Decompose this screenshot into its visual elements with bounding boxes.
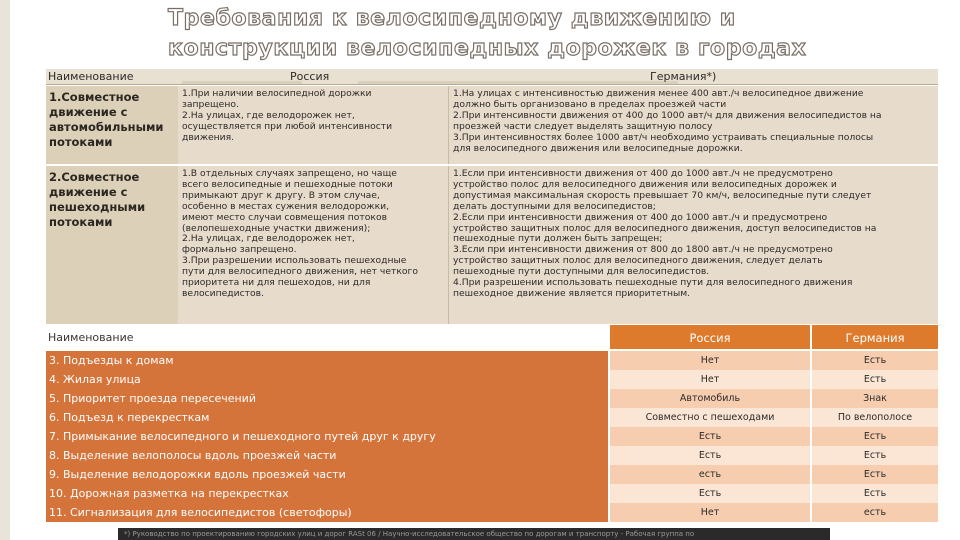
row-russia-value: Есть (610, 484, 810, 503)
row-germany-value: Есть (812, 351, 938, 370)
text-line: устройство защитных полос для велосипедного движения, доступ велосипедистов на (453, 222, 877, 234)
row-name: 9. Выделение велодорожки вдоль проезжей части (46, 465, 608, 484)
row-name: 8. Выделение велополосы вдоль проезжей части (46, 446, 608, 465)
row-name: 3. Подъезды к домам (46, 351, 608, 370)
row-germany-value: Есть (812, 484, 938, 503)
upper-row-2 (46, 166, 938, 324)
text-line: пешеходные пути доступными для велосипедистов. (453, 266, 710, 278)
row-name: 6. Подъезд к перекресткам (46, 408, 608, 427)
text-line: 3.При интенсивностях более 1000 авт/ч необходимо устраивать специальные полосы (453, 131, 874, 143)
table-row (46, 408, 938, 427)
row-name: 7. Примыкание велосипедного и пешеходного путей друг к другу (46, 427, 608, 446)
lower-header-germany: Германия (812, 325, 938, 349)
text-line: осуществляется при любой интенсивности (182, 120, 393, 132)
row-russia-value: Автомобиль (610, 389, 810, 408)
page-title (168, 4, 948, 64)
header-germany: Германия*) (650, 70, 717, 83)
header-divider (358, 81, 678, 84)
text-line: делать доступными для велосипедистов; (453, 200, 656, 212)
row-russia-text (178, 86, 446, 164)
footnote: *) Руководство по проектированию городских улиц и дорог RASt 06 / Научно-исследовательское общество по дорогам и транспорту - Рабочая группа по (118, 528, 830, 540)
text-line: пешеходные пути должен быть запрещен; (453, 233, 663, 245)
text-line: 1.Если при интенсивности движения от 400 до 1000 авт./ч не предусмотрено (453, 168, 833, 179)
row-germany-value: есть (812, 503, 938, 522)
row-germany-value: Есть (812, 427, 938, 446)
text-line: формально запрещено. (182, 244, 297, 256)
text-line: 2.Если при интенсивности движения от 400 до 1000 авт./ч и предусмотрено (453, 211, 828, 223)
text-line: запрещено. (182, 98, 239, 110)
table-row (46, 484, 938, 503)
header-name: Наименование (48, 70, 134, 83)
row-russia-value: Есть (610, 446, 810, 465)
row-germany-value: Есть (812, 465, 938, 484)
text-line: пешеходное движение является приоритетным. (453, 287, 691, 299)
upper-table-header (46, 69, 938, 85)
text-line: велосипедистов. (182, 287, 264, 299)
row-germany-text (448, 166, 938, 324)
text-line: 1.В отдельных случаях запрещено, но чаще (182, 168, 397, 179)
text-line: 2.На улицах, где велодорожек нет, (182, 233, 355, 245)
header-divider (182, 81, 302, 84)
upper-row-1 (46, 86, 938, 164)
text-line: 1.При наличии велосипедной дорожки (182, 88, 372, 99)
row-germany-value: Есть (812, 446, 938, 465)
row-russia-value: есть (610, 465, 810, 484)
text-line: пути для велосипедного движения, нет четкого (182, 266, 418, 278)
row-name: 10. Дорожная разметка на перекрестках (46, 484, 608, 503)
text-line: 2.На улицах, где велодорожек нет, (182, 109, 355, 121)
text-line: допустимая максимальная скорость превышает 70 км/ч, велосипедные пути следует (453, 189, 872, 201)
row-germany-value: Знак (812, 389, 938, 408)
text-line: 4.При разрешении использовать пешеходные пути для велосипедного движения (453, 277, 853, 289)
table-row (46, 427, 938, 446)
table-row (46, 351, 938, 370)
title-line-1: Требования к велосипедному движению и (168, 6, 736, 31)
table-row (46, 370, 938, 389)
row-germany-value: Есть (812, 370, 938, 389)
row-russia-value: Есть (610, 427, 810, 446)
text-line: проезжей части следует выделять защитную полосу (453, 120, 713, 132)
text-line: 1.На улицах с интенсивностью движения менее 400 авт./ч велосипедное движение (453, 88, 864, 99)
left-decor-strip (0, 0, 10, 540)
text-line: 2.При интенсивности движения от 400 до 1000 авт/ч для движения велосипедистов на (453, 109, 882, 121)
text-line: особенно в местах сужения велодорожки, (182, 200, 390, 212)
row-germany-value: По велополосе (812, 408, 938, 427)
row-name: 4. Жилая улица (46, 370, 608, 389)
row-russia-value: Нет (610, 351, 810, 370)
row-russia-text (178, 166, 446, 324)
text-line: устройство полос для велосипедного движения или велосипедных дорожек и (453, 178, 837, 190)
text-line: приоритета ни для пешеходов, ни для (182, 277, 371, 289)
table-row (46, 503, 938, 522)
text-line: 3.При разрешении использовать пешеходные (182, 255, 407, 267)
lower-header-name: Наименование (46, 325, 606, 349)
text-line: всего велосипедные и пешеходные потоки (182, 178, 393, 190)
text-line: имеют место случаи совмещения потоков (182, 211, 387, 223)
text-line: должно быть организовано в пределах проезжей части (453, 98, 727, 110)
text-line: 3.Если при интенсивности движения от 800 до 1800 авт./ч не предусмотрено (453, 244, 833, 256)
header-russia: Россия (290, 70, 330, 83)
text-line: для велосипедного движения или велосипедные дорожки. (453, 142, 743, 154)
row-russia-value: Совместно с пешеходами (610, 408, 810, 427)
table-row (46, 389, 938, 408)
text-line: движения. (182, 131, 235, 143)
text-line: (велопешеходные участки движения); (182, 222, 371, 234)
lower-table-header (46, 325, 938, 349)
text-line: примыкают друг к другу. В этом случае, (182, 189, 380, 201)
row-name: 5. Приоритет проезда пересечений (46, 389, 608, 408)
row-russia-value: Нет (610, 503, 810, 522)
row-name: 1.Совместное движение с автомобильными потоками (46, 86, 178, 164)
table-row (46, 446, 938, 465)
text-line: устройство защитных полос для велосипедного движения, следует делать (453, 255, 823, 267)
title-line-2: конструкции велосипедных дорожек в городах (168, 36, 807, 61)
row-germany-text (448, 86, 938, 164)
row-russia-value: Нет (610, 370, 810, 389)
row-name: 2.Совместное движение с пешеходными потоками (46, 166, 178, 324)
row-name: 11. Сигнализация для велосипедистов (светофоры) (46, 503, 608, 522)
table-row (46, 465, 938, 484)
lower-header-russia: Россия (610, 325, 810, 349)
